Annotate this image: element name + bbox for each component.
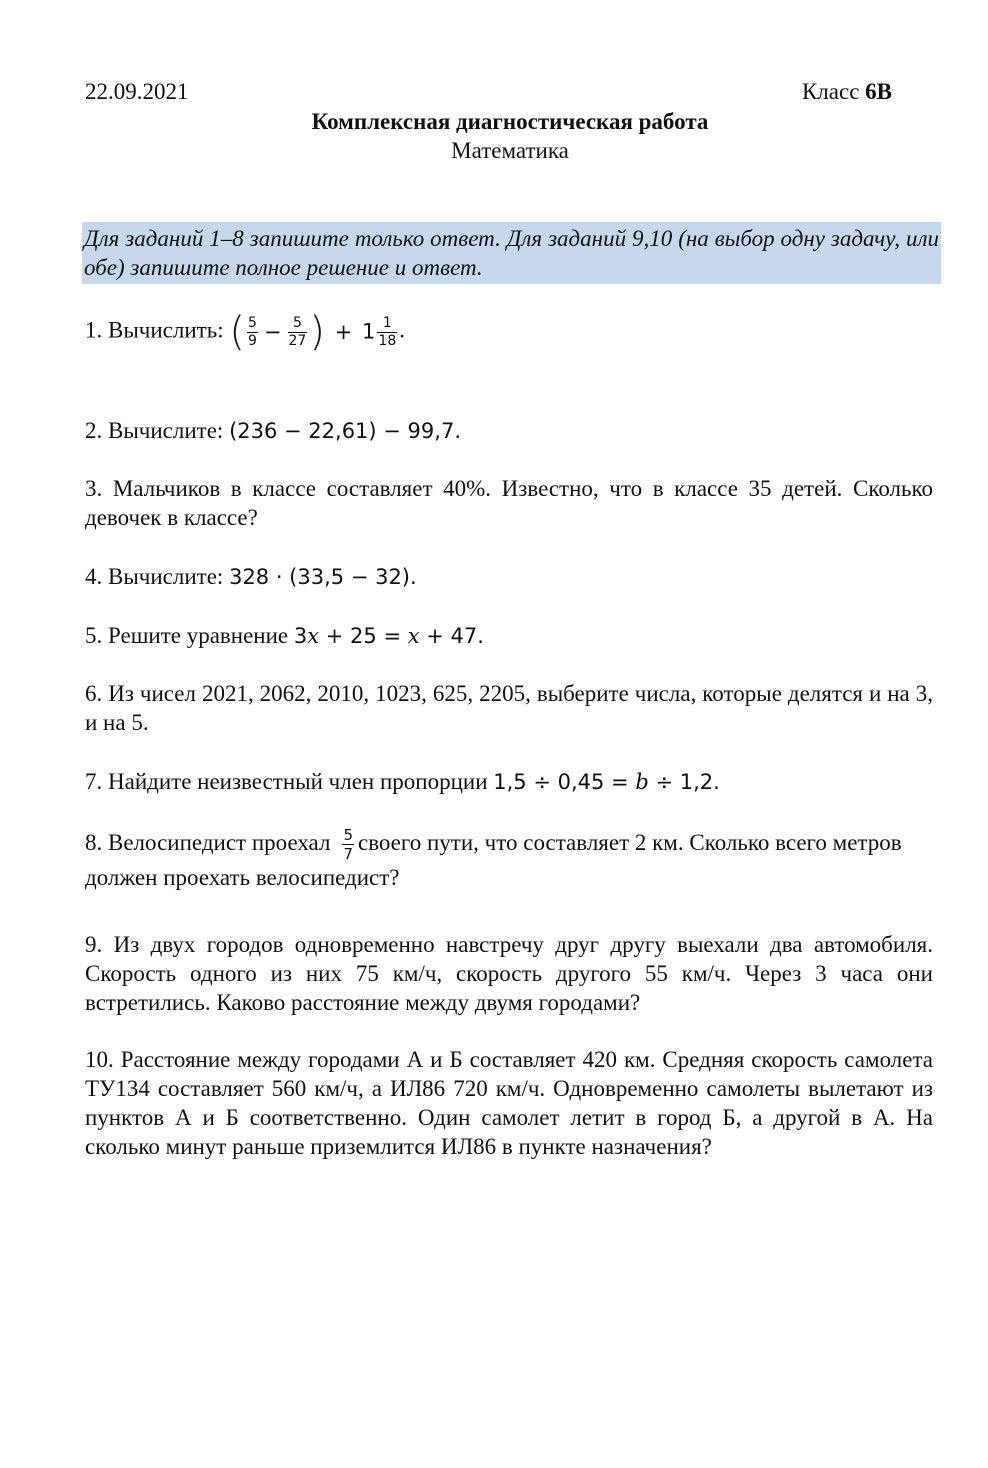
fraction-2-denominator: 27 (288, 332, 307, 349)
eq-coef: 3 (293, 624, 308, 648)
task-2 (85, 416, 933, 446)
fraction-3 (377, 315, 397, 350)
class-value: 6В (865, 79, 892, 104)
task-7-expression (493, 770, 720, 794)
task-10: 10. Расстояние между городами А и Б составляет 420 км. Средняя скорость самолета ТУ134 составляет 560 км/ч, а ИЛ86 720 км/ч. Одновременно самолеты вылетают из пунктов А и Б соответственно. Один самолет летит в город Б, а другой в А. На сколько минут раньше приземлится ИЛ86 в пункте назначения? (85, 1047, 933, 1159)
subject: Математика (451, 138, 569, 163)
right-paren: ) (309, 309, 325, 355)
page-title: Комплексная диагностическая работа (311, 109, 709, 134)
task-8-text-b: своего пути, что составляет 2 км. Сколько всего метров должен проехать велосипедист? (85, 829, 902, 890)
proportion-left: 1,5 ÷ 0,45 = (493, 770, 636, 794)
task-8 (85, 826, 933, 892)
eq-var-2: x (407, 624, 420, 648)
class-info (802, 77, 892, 106)
task-8-text-a: 8. Велосипедист проехал (85, 829, 331, 855)
mixed-whole: 1 (362, 319, 376, 344)
task-2-expression: (236 − 22,61) − 99,7. (229, 419, 461, 443)
task-9: 9. Из двух городов одновременно навстречу друг другу выехали два автомобиля. Скорость одного из них 75 км/ч, скорость другого 55 км/ч. Через 3 часа они встретились. Каково расстояние между двумя городами? (85, 932, 933, 1015)
task-3: 3. Мальчиков в классе составляет 40%. Известно, что в классе 35 детей. Сколько девочек в классе? (85, 476, 933, 530)
task-5-expression (294, 624, 484, 648)
plus-sign: + (334, 319, 353, 344)
task-5-label: 5. Решите уравнение (85, 623, 289, 648)
fraction-2-numerator: 5 (288, 315, 308, 333)
fraction-3-denominator: 18 (378, 332, 397, 349)
task-7 (85, 767, 933, 797)
fraction-1-numerator: 5 (247, 314, 257, 331)
task-6: 6. Из чисел 2021, 2062, 2010, 1023, 625, 2205, выберите числа, которые делятся и на 3, и на 5. (85, 681, 933, 735)
left-paren: ( (229, 309, 245, 355)
task-4-label: 4. Вычислите: (85, 564, 224, 589)
eq-var-1: x (307, 624, 320, 648)
task-4 (85, 562, 933, 592)
task-2-label: 2. Вычислите: (85, 418, 224, 443)
task-8-denominator: 7 (343, 845, 353, 863)
eq-end: + 47. (419, 624, 484, 648)
task-5 (85, 621, 933, 651)
proportion-right: ÷ 1,2. (648, 770, 720, 794)
proportion-var: b (635, 770, 649, 794)
class-label: Класс (801, 79, 860, 104)
eq-middle: + 25 = (319, 624, 408, 648)
task-1-label: 1. Вычислить: (85, 317, 224, 343)
fraction-1-denominator: 9 (247, 332, 257, 349)
task-7-label: 7. Найдите неизвестный член пропорции (85, 769, 488, 794)
instructions-block: Для заданий 1–8 запишите только ответ. Для заданий 9,10 (на выбор одну задачу, или обе) запишите полное решение и ответ. (82, 222, 941, 284)
fraction-1 (247, 315, 258, 350)
date: 22.09.2021 (85, 79, 189, 104)
task-1-end: . (399, 317, 405, 343)
fraction-2 (288, 315, 308, 350)
task-8-numerator: 5 (343, 826, 353, 844)
fraction-3-numerator: 1 (377, 315, 397, 333)
task-4-expression: 328 · (33,5 − 32). (229, 565, 417, 589)
task-8-fraction (342, 826, 354, 863)
task-1 (85, 309, 933, 355)
minus-sign: − (263, 319, 282, 344)
